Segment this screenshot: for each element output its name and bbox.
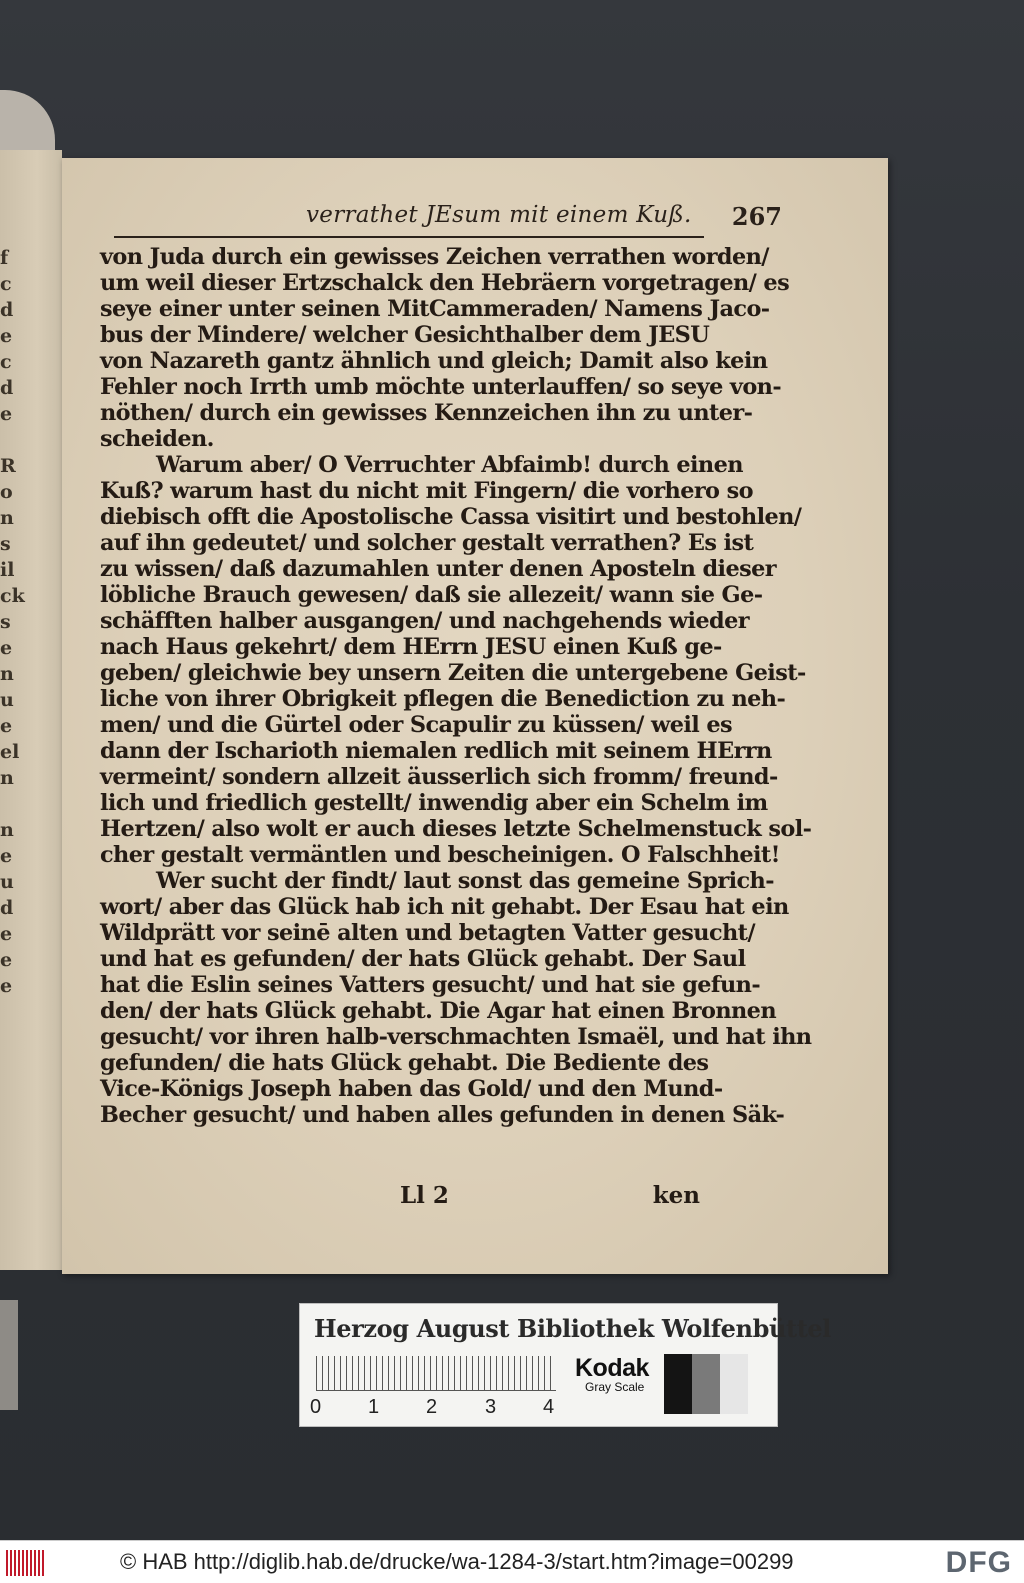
text-line: men/ und die Gürtel oder Scapulir zu küssen/ weil es xyxy=(100,712,733,738)
text-line: gefunden/ die hats Glück gehabt. Die Bediente des xyxy=(100,1050,709,1076)
text-line: schäfften halber ausgangen/ und nachgehends wieder xyxy=(100,608,749,634)
header-rule xyxy=(114,236,704,238)
body-text xyxy=(100,244,812,1128)
left-page-letter: e xyxy=(0,715,13,737)
left-page-letter: o xyxy=(0,481,13,503)
left-page-letter: ck xyxy=(0,585,25,607)
copyright-link[interactable]: © HAB http://diglib.hab.de/drucke/wa-1284-3/start.htm?image=00299 xyxy=(120,1549,794,1574)
ruler-number: 1 xyxy=(368,1396,380,1418)
left-page-letter xyxy=(0,791,18,817)
kodak-subtitle: Gray Scale xyxy=(585,1380,645,1394)
left-page-letter: f xyxy=(0,247,9,269)
book-page xyxy=(62,158,888,1274)
left-page-letter: c xyxy=(0,273,12,295)
calibration-card xyxy=(299,1303,831,1427)
swatch-light xyxy=(720,1354,748,1414)
left-page-letter: e xyxy=(0,975,13,997)
text-line: auf ihn gedeutet/ und solcher gestalt verrathen? Es ist xyxy=(100,530,754,556)
text-line: nach Haus gekehrt/ dem HErrn JESU einen Kuß ge- xyxy=(100,634,722,660)
text-line: scheiden. xyxy=(100,426,214,452)
text-line: Becher gesucht/ und haben alles gefunden in denen Säk- xyxy=(100,1102,785,1128)
text-line: von Nazareth gantz ähnlich und gleich; Damit also kein xyxy=(100,348,768,374)
left-strip xyxy=(0,1300,18,1410)
catchword: ken xyxy=(652,1182,700,1209)
left-page-letters xyxy=(0,245,25,999)
left-page-letter: e xyxy=(0,949,13,971)
text-line: hat die Eslin seines Vatters gesucht/ und hat sie gefun- xyxy=(100,972,761,998)
footer-bar xyxy=(0,1540,1024,1583)
page-footer xyxy=(100,1182,700,1212)
left-page-letter: R xyxy=(0,455,16,477)
left-page-letter: u xyxy=(0,689,14,711)
ruler-number: 3 xyxy=(485,1396,497,1418)
dfg-logo: DFG xyxy=(945,1546,1012,1579)
left-page-letter: e xyxy=(0,845,13,867)
text-line: Kuß? warum hast du nicht mit Fingern/ die vorhero so xyxy=(100,478,753,504)
text-line: Warum aber/ O Verruchter Abfaimb! durch einen xyxy=(156,452,743,478)
left-page-letter: n xyxy=(0,819,14,841)
barcode-icon xyxy=(6,1550,46,1576)
swatch-gray xyxy=(692,1354,720,1414)
ruler-number: 4 xyxy=(543,1396,555,1418)
page-header xyxy=(236,202,782,238)
left-page-letter: s xyxy=(0,611,11,633)
left-page-letter: d xyxy=(0,897,14,919)
text-line: diebisch offt die Apostolische Cassa visitirt und bestohlen/ xyxy=(100,504,802,530)
text-line: und hat es gefunden/ der hats Glück gehabt. Der Saul xyxy=(100,946,746,972)
left-page-letter: u xyxy=(0,871,14,893)
text-line: dann der Ischarioth niemalen redlich mit seinem HErrn xyxy=(100,738,772,764)
text-line: Hertzen/ also wolt er auch dieses letzte Schelmenstuck sol- xyxy=(100,816,812,842)
left-page-letter: e xyxy=(0,403,13,425)
text-line: den/ der hats Glück gehabt. Die Agar hat einen Bronnen xyxy=(100,998,777,1024)
left-page-letter xyxy=(0,427,18,453)
text-line: vermeint/ sondern allzeit äusserlich sich fromm/ freund- xyxy=(100,764,778,790)
text-line: Wildprätt vor seinē alten und betagten Vatter gesucht/ xyxy=(100,920,755,946)
calibration-title: Herzog August Bibliothek Wolfenbüttel xyxy=(314,1314,831,1343)
kodak-brand: Kodak xyxy=(575,1354,649,1382)
left-page-letter: n xyxy=(0,663,14,685)
swatch-black xyxy=(664,1354,692,1414)
kodak-label xyxy=(575,1354,649,1394)
ruler-number: 0 xyxy=(310,1396,322,1418)
left-page-letter: e xyxy=(0,637,13,659)
text-line: bus der Mindere/ welcher Gesichthalber dem JESU xyxy=(100,322,710,348)
left-page-letter: e xyxy=(0,325,13,347)
text-line: seye einer unter seinen MitCammeraden/ Namens Jaco- xyxy=(100,296,770,322)
text-line: löbliche Brauch gewesen/ daß sie allezeit/ wann sie Ge- xyxy=(100,582,763,608)
left-page-letter: il xyxy=(0,559,15,581)
text-line: um weil dieser Ertzschalck den Hebräern vorgetragen/ es xyxy=(100,270,790,296)
text-line: Vice-Königs Joseph haben das Gold/ und den Mund- xyxy=(100,1076,723,1102)
left-page-letter: n xyxy=(0,767,14,789)
left-page-letter: e xyxy=(0,923,13,945)
text-line: Wer sucht der findt/ laut sonst das gemeine Sprich- xyxy=(156,868,774,894)
left-page-letter: el xyxy=(0,741,20,763)
running-head: verrathet JEsum mit einem Kuß. xyxy=(306,202,692,228)
signature-mark: Ll 2 xyxy=(400,1182,449,1209)
text-line: nöthen/ durch ein gewisses Kennzeichen ihn zu unter- xyxy=(100,400,753,426)
left-page-letter: d xyxy=(0,299,14,321)
left-page-letter: n xyxy=(0,507,14,529)
text-line: cher gestalt vermäntlen und bescheinigen. O Falschheit! xyxy=(100,842,780,868)
text-line: geben/ gleichwie bey unsern Zeiten die untergebene Geist- xyxy=(100,660,806,686)
left-page-letter: s xyxy=(0,533,11,555)
text-line: von Juda durch ein gewisses Zeichen verrathen worden/ xyxy=(100,244,769,270)
text-line: liche von ihrer Obrigkeit pflegen die Benediction zu neh- xyxy=(100,686,786,712)
text-line: zu wissen/ daß dazumahlen unter denen Aposteln dieser xyxy=(100,556,776,582)
text-line: Fehler noch Irrth umb möchte unterlauffen/ so seye von- xyxy=(100,374,782,400)
ruler-scale xyxy=(316,1356,556,1391)
text-line: gesucht/ vor ihren halb-verschmachten Ismaël, und hat ihn xyxy=(100,1024,812,1050)
text-line: lich und friedlich gestellt/ inwendig aber ein Schelm im xyxy=(100,790,768,816)
page-number: 267 xyxy=(731,202,782,231)
left-page-letter: d xyxy=(0,377,14,399)
left-page-letter: c xyxy=(0,351,12,373)
ruler-number: 2 xyxy=(426,1396,438,1418)
text-line: wort/ aber das Glück hab ich nit gehabt. Der Esau hat ein xyxy=(100,894,789,920)
